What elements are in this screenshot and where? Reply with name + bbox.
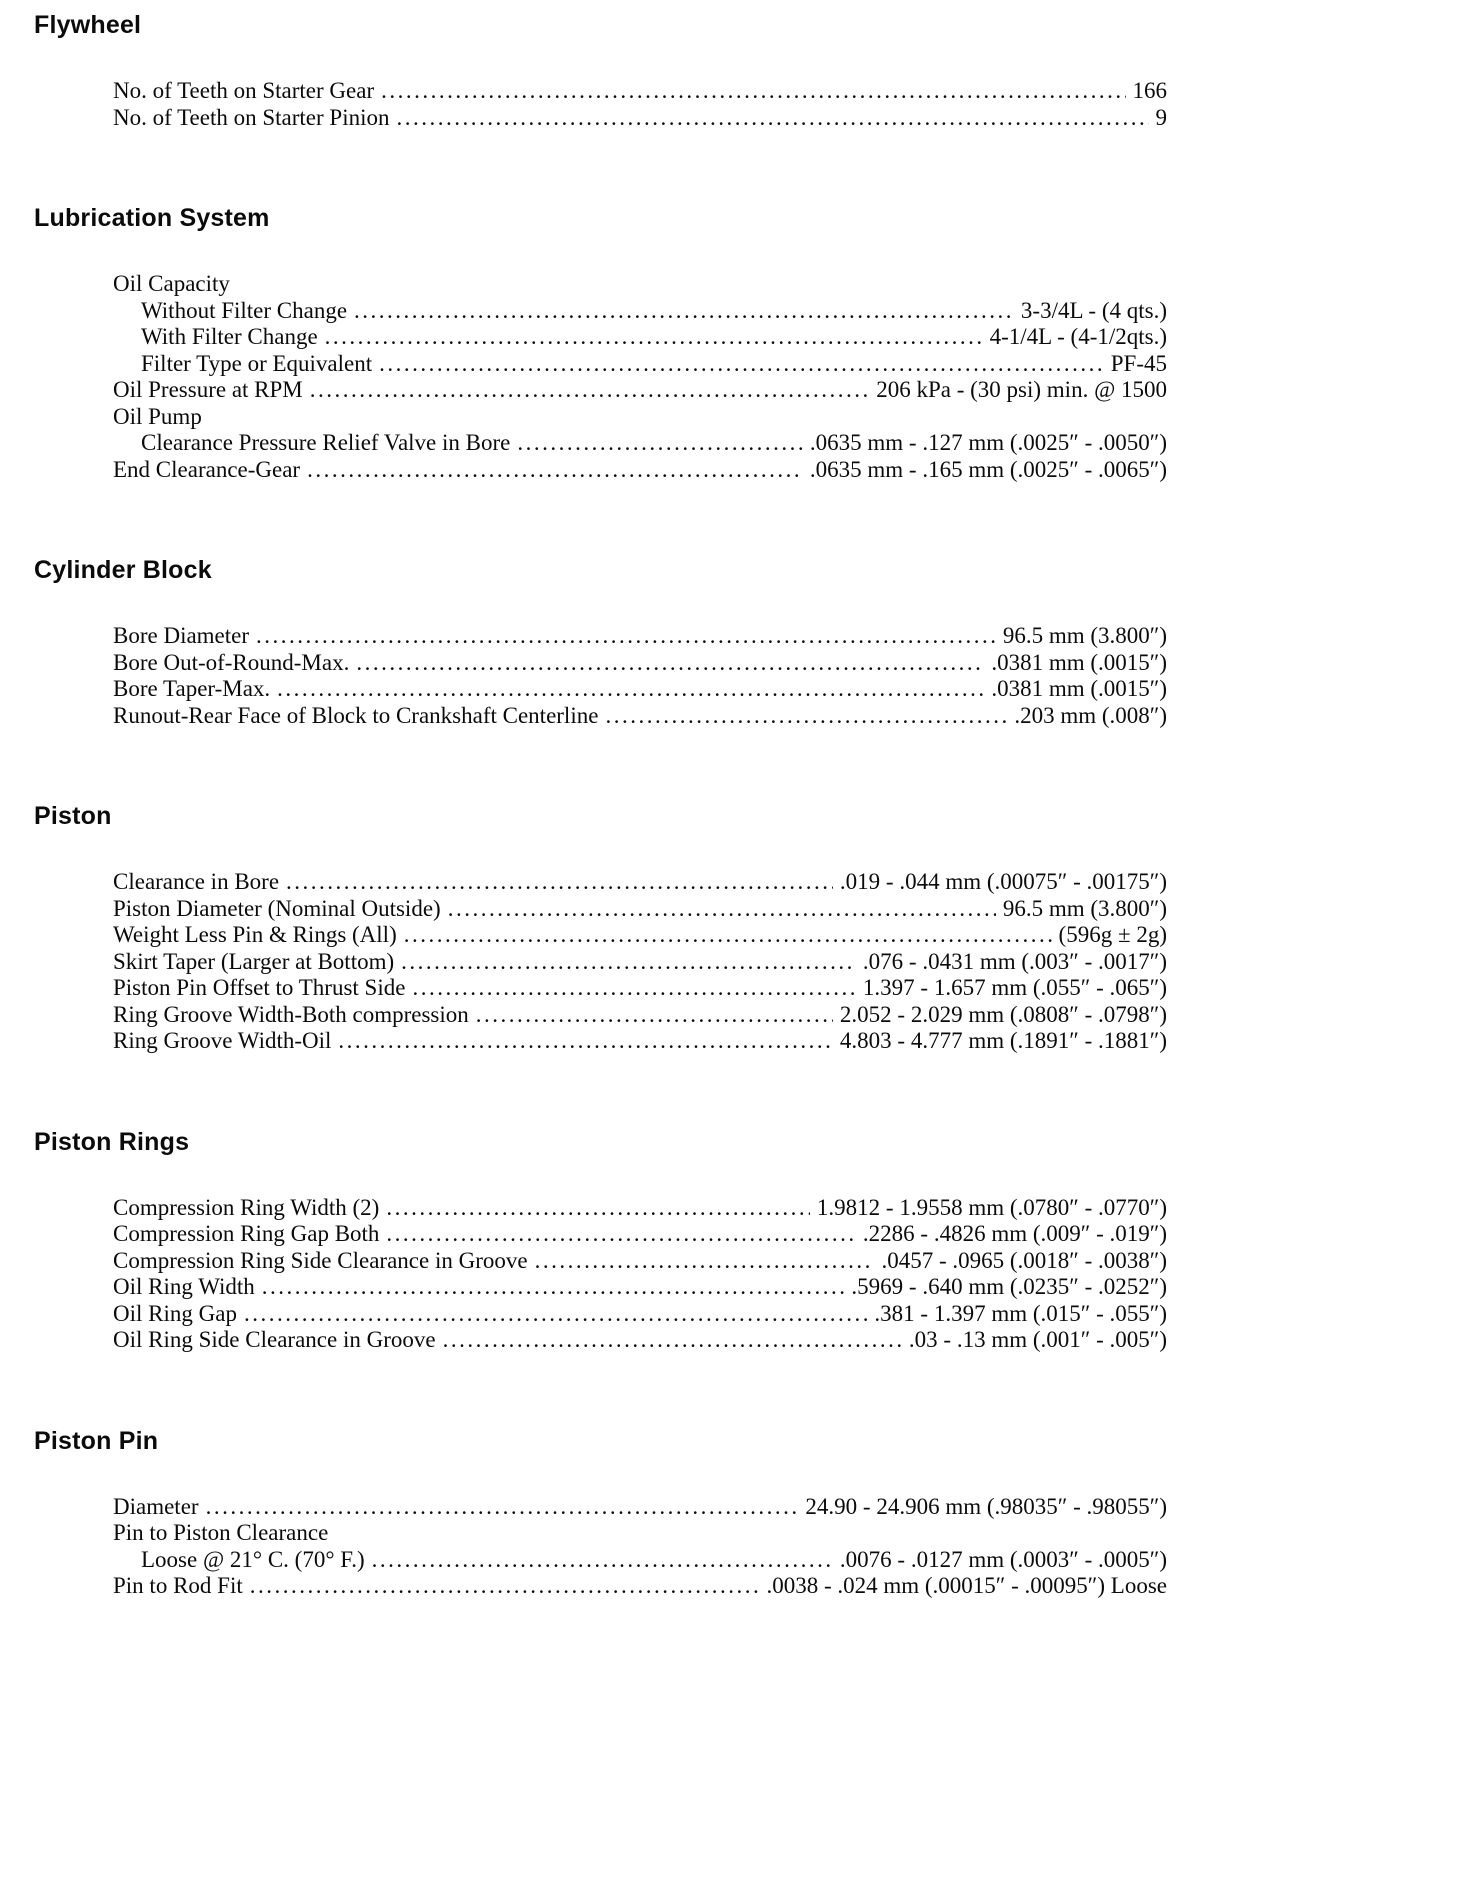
dot-leader [277, 676, 984, 703]
dot-leader [338, 1028, 833, 1055]
spec-label: Oil Ring Side Clearance in Groove [113, 1327, 436, 1352]
dot-leader [356, 650, 984, 677]
spec-row [113, 922, 1167, 949]
spec-value: .076 - .0431 mm (.003″ - .0017″) [862, 948, 1167, 974]
spec-row [113, 1002, 1167, 1029]
spec-value: 206 kPa - (30 psi) min. @ 1500 [876, 377, 1167, 402]
spec-label: Piston Pin Offset to Thrust Side [113, 975, 406, 1000]
spec-row [113, 351, 1167, 378]
spec-label: Compression Ring Side Clearance in Groove [113, 1247, 528, 1273]
dot-leader [307, 457, 803, 484]
dot-leader [262, 1274, 845, 1301]
spec-label: Bore Out-of-Round-Max. [113, 649, 350, 675]
dot-leader [206, 1494, 799, 1521]
spec-label: Compression Ring Gap Both [113, 1221, 380, 1246]
dot-leader [605, 703, 1007, 730]
spec-value: .381 - 1.397 mm (.015″ - .055″) [874, 1300, 1167, 1326]
spec-row [113, 404, 1167, 431]
spec-row [113, 430, 1167, 457]
spec-section [0, 10, 1472, 131]
spec-value: .0076 - .0127 mm (.0003″ - .0005″) [839, 1546, 1167, 1572]
spec-value: 3-3/4L - (4 qts.) [1020, 297, 1167, 323]
spec-label: End Clearance-Gear [113, 456, 301, 482]
section-title: Piston Pin [34, 1426, 159, 1455]
dot-leader [286, 869, 833, 896]
spec-section [0, 555, 1472, 729]
spec-row [113, 869, 1167, 896]
spec-label: Diameter [113, 1493, 199, 1519]
section-title: Piston Rings [34, 1127, 190, 1156]
dot-leader [404, 922, 1052, 949]
spec-label: Clearance Pressure Relief Valve in Bore [141, 430, 511, 455]
spec-label: Oil Capacity [113, 271, 230, 296]
spec-value: PF-45 [1110, 350, 1167, 376]
spec-section [0, 1426, 1472, 1600]
spec-label: With Filter Change [141, 324, 318, 349]
spec-row [113, 1327, 1167, 1354]
spec-row [113, 1195, 1167, 1222]
section-title: Piston [34, 802, 112, 830]
spec-label: Loose @ 21° C. (70° F.) [141, 1546, 365, 1572]
spec-label: No. of Teeth on Starter Pinion [113, 104, 390, 130]
spec-row [113, 949, 1167, 976]
dot-leader [325, 324, 983, 351]
spec-value: 4.803 - 4.777 mm (.1891″ - .1881″) [839, 1028, 1167, 1053]
spec-row [113, 650, 1167, 677]
spec-label: Runout-Rear Face of Block to Crankshaft Centerline [113, 702, 599, 728]
dot-leader [412, 975, 855, 1002]
dot-leader [310, 377, 869, 404]
spec-label: Compression Ring Width (2) [113, 1194, 380, 1220]
spec-row [113, 271, 1167, 298]
spec-label: Ring Groove Width-Both compression [113, 1001, 469, 1027]
spec-label: Oil Pump [113, 403, 202, 429]
section-rows [113, 1195, 1167, 1354]
spec-row [113, 1573, 1167, 1600]
spec-value: 2.052 - 2.029 mm (.0808″ - .0798″) [839, 1001, 1167, 1027]
spec-label: Bore Diameter [113, 623, 250, 648]
section-rows [113, 271, 1167, 483]
spec-value: 96.5 mm (3.800″) [1002, 895, 1167, 921]
spec-row [113, 703, 1167, 730]
dot-leader [517, 430, 803, 457]
spec-row [113, 1028, 1167, 1055]
spec-section [0, 1127, 1472, 1354]
spec-row [113, 457, 1167, 484]
dot-leader [535, 1248, 875, 1275]
spec-value: .5969 - .640 mm (.0235″ - .0252″) [851, 1274, 1167, 1299]
spec-row [113, 975, 1167, 1002]
section-rows [113, 623, 1167, 729]
spec-row [113, 1274, 1167, 1301]
spec-label: Without Filter Change [141, 297, 348, 323]
spec-row [113, 105, 1167, 132]
spec-value: .019 - .044 mm (.00075″ - .00175″) [839, 869, 1167, 894]
spec-label: Ring Groove Width-Oil [113, 1028, 332, 1053]
dot-leader [396, 105, 1148, 132]
spec-label: Pin to Rod Fit [113, 1573, 243, 1598]
spec-row [113, 1547, 1167, 1574]
spec-label: Piston Diameter (Nominal Outside) [113, 895, 441, 921]
spec-value: .0381 mm (.0015″) [991, 676, 1167, 701]
spec-row [113, 1494, 1167, 1521]
spec-value: .0038 - .024 mm (.00015″ - .00095″) Loose [766, 1573, 1167, 1598]
spec-value: 166 [1132, 78, 1167, 103]
spec-value: 1.397 - 1.657 mm (.055″ - .065″) [862, 975, 1167, 1000]
spec-label: Skirt Taper (Larger at Bottom) [113, 948, 395, 974]
dot-leader [448, 896, 996, 923]
dot-leader [372, 1547, 833, 1574]
dot-leader [476, 1002, 833, 1029]
spec-row [113, 1520, 1167, 1547]
spec-value: 24.90 - 24.906 mm (.98035″ - .98055″) [805, 1493, 1167, 1519]
dot-leader [244, 1301, 867, 1328]
spec-value: 96.5 mm (3.800″) [1002, 623, 1167, 648]
dot-leader [386, 1195, 810, 1222]
spec-label: Oil Ring Gap [113, 1300, 237, 1326]
spec-value: .0635 mm - .127 mm (.0025″ - .0050″) [809, 430, 1167, 455]
spec-value: .0381 mm (.0015″) [991, 649, 1167, 675]
section-rows [113, 869, 1167, 1055]
spec-section [0, 203, 1472, 483]
spec-value: .0635 mm - .165 mm (.0025″ - .0065″) [809, 456, 1167, 482]
spec-section [0, 801, 1472, 1055]
dot-leader [256, 623, 996, 650]
spec-label: Oil Ring Width [113, 1274, 255, 1299]
spec-value: .203 mm (.008″) [1014, 702, 1167, 728]
spec-label: Filter Type or Equivalent [141, 350, 373, 376]
dot-leader [386, 1221, 856, 1248]
spec-row [113, 1221, 1167, 1248]
dot-leader [443, 1327, 902, 1354]
section-title: Flywheel [34, 11, 142, 39]
spec-row [113, 78, 1167, 105]
spec-row [113, 298, 1167, 325]
dot-leader [381, 78, 1125, 105]
spec-label: No. of Teeth on Starter Gear [113, 78, 375, 103]
spec-label: Pin to Piston Clearance [113, 1520, 329, 1545]
spec-row [113, 1248, 1167, 1275]
spec-value: .2286 - .4826 mm (.009″ - .019″) [862, 1221, 1167, 1246]
spec-value: 4-1/4L - (4-1/2qts.) [989, 324, 1167, 349]
dot-leader [354, 298, 1014, 325]
section-rows [113, 78, 1167, 131]
spec-value: (596g ± 2g) [1058, 922, 1167, 947]
spec-label: Clearance in Bore [113, 869, 280, 894]
dot-leader [401, 949, 856, 976]
section-title: Cylinder Block [34, 556, 212, 584]
spec-value: .03 - .13 mm (.001″ - .005″) [908, 1327, 1167, 1352]
spec-row [113, 676, 1167, 703]
spec-row [113, 377, 1167, 404]
spec-value: 1.9812 - 1.9558 mm (.0780″ - .0770″) [816, 1194, 1167, 1220]
spec-label: Bore Taper-Max. [113, 676, 271, 701]
spec-label: Weight Less Pin & Rings (All) [113, 922, 397, 947]
section-rows [113, 1494, 1167, 1600]
spec-value: 9 [1155, 104, 1167, 130]
spec-row [113, 324, 1167, 351]
spec-value: .0457 - .0965 (.0018″ - .0038″) [881, 1247, 1167, 1273]
spec-row [113, 623, 1167, 650]
spec-row [113, 1301, 1167, 1328]
spec-label: Oil Pressure at RPM [113, 377, 303, 402]
section-title: Lubrication System [34, 204, 270, 232]
dot-leader [379, 351, 1104, 378]
spec-row [113, 896, 1167, 923]
dot-leader [250, 1573, 760, 1600]
